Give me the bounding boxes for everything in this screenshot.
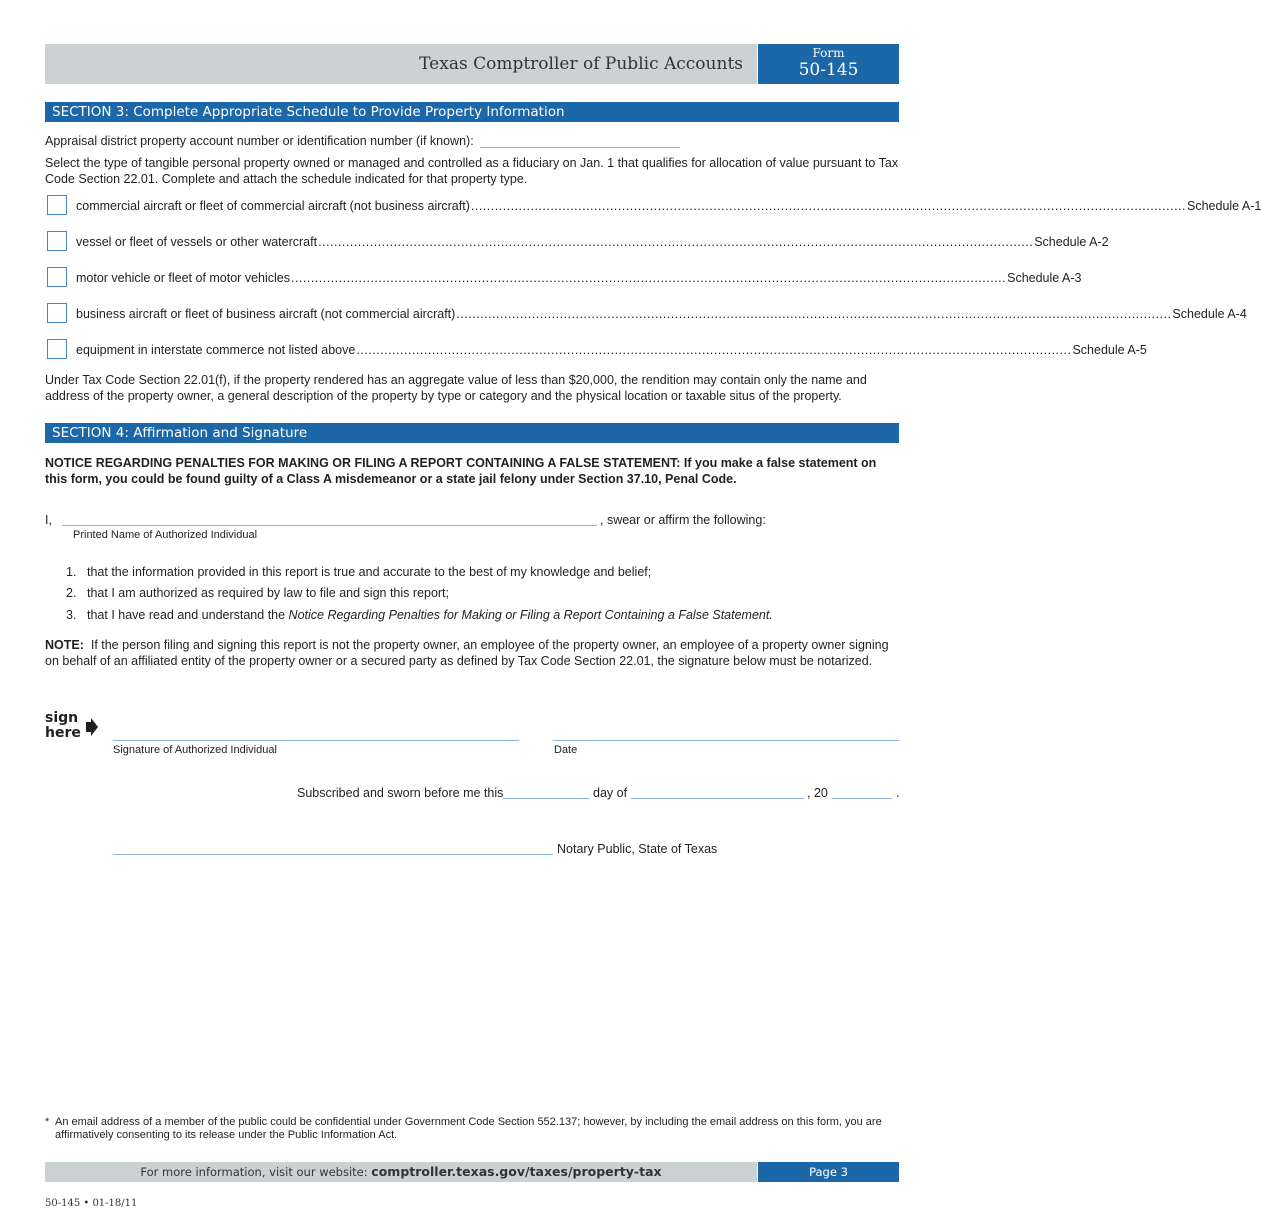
affirmation-italic-text: Notice Regarding Penalties for Making or Filing a Report Containing a False Statement. xyxy=(288,608,773,622)
footnote-text: An email address of a member of the public could be confidential under Government Code Section 552.137; however, by including the email address on this form, you are affirmatively consenting to its release under the Public Information Act. xyxy=(55,1116,882,1141)
property-type-instruction: Select the type of tangible personal property owned or managed and controlled as a fiduciary on Jan. 1 that qualifies for allocation of value pursuant to Tax Code Section 22.01. Complete and attach the schedule indicated for that property type. xyxy=(45,156,899,186)
year-field[interactable] xyxy=(832,798,892,799)
form-code: 50-145 • 01-18/11 xyxy=(45,1198,138,1209)
signature-field[interactable] xyxy=(113,740,519,741)
option-label: motor vehicle or fleet of motor vehicles xyxy=(76,271,290,285)
option-label: commercial aircraft or fleet of commercial aircraft (not business aircraft) xyxy=(76,199,470,213)
signature-caption: Signature of Authorized Individual xyxy=(113,744,277,756)
option-schedule-a1 xyxy=(76,199,1261,213)
footnote-mark: * xyxy=(45,1116,50,1128)
checkbox-schedule-a3[interactable] xyxy=(47,267,67,287)
i-label: I, xyxy=(45,513,52,527)
day-field[interactable] xyxy=(503,798,589,799)
day-of-label: day of xyxy=(593,786,628,800)
sign-text: sign xyxy=(45,710,79,726)
arrow-right-icon xyxy=(85,718,99,736)
schedule-label: Schedule A-4 xyxy=(1172,307,1247,321)
checkbox-schedule-a1[interactable] xyxy=(47,195,67,215)
note-text: If the person filing and signing this report is not the property owner, an employee of the property owner, an employee of a property owner signing on behalf of an affiliated entity of the property owner or a secured party as defined by Tax Code Section 22.01, the signature below must be notarized. xyxy=(45,638,889,668)
subscribed-label: Subscribed and sworn before me this xyxy=(297,786,504,800)
more-info-text: For more information, visit our website: xyxy=(140,1165,368,1179)
affirmation-item xyxy=(87,608,773,622)
option-schedule-a2 xyxy=(76,235,1109,249)
checkbox-schedule-a4[interactable] xyxy=(47,303,67,323)
sign-here-marker xyxy=(45,711,81,741)
website-link[interactable]: comptroller.texas.gov/taxes/property-tax xyxy=(371,1164,662,1179)
form-number-box xyxy=(758,44,899,84)
printed-name-caption: Printed Name of Authorized Individual xyxy=(73,529,258,541)
form-label: Form xyxy=(812,46,845,60)
schedule-label: Schedule A-5 xyxy=(1072,343,1147,357)
notary-signature-field[interactable] xyxy=(113,854,553,855)
printed-name-field[interactable] xyxy=(62,525,597,526)
date-field[interactable] xyxy=(553,740,899,741)
option-schedule-a3 xyxy=(76,271,1082,285)
checkbox-schedule-a5[interactable] xyxy=(47,339,67,359)
year-prefix: , 20 xyxy=(807,786,828,800)
notary-label: Notary Public, State of Texas xyxy=(557,842,718,856)
affirmation-number: 2. xyxy=(66,586,77,600)
here-text: here xyxy=(45,725,81,741)
schedule-label: Schedule A-2 xyxy=(1034,235,1109,249)
affirmation-item: that the information provided in this report is true and accurate to the best of my knowledge and belief; xyxy=(87,565,652,579)
account-label: Appraisal district property account number or identification number (if known): xyxy=(45,134,474,148)
dot-leader: .................................................................................................................................................................................... xyxy=(290,271,1007,285)
option-label: equipment in interstate commerce not listed above xyxy=(76,343,356,357)
page-number: Page 3 xyxy=(758,1162,899,1182)
section3-header: SECTION 3: Complete Appropriate Schedule to Provide Property Information xyxy=(45,102,899,122)
affirmation-number: 1. xyxy=(66,565,77,579)
footer-bar xyxy=(45,1162,757,1182)
swear-label: , swear or affirm the following: xyxy=(600,513,766,527)
agency-title: Texas Comptroller of Public Accounts xyxy=(419,54,743,74)
affirmation-number: 3. xyxy=(66,608,77,622)
affirmation-text: that I have read and understand the xyxy=(87,608,289,622)
option-schedule-a5 xyxy=(76,343,1147,357)
dot-leader: .................................................................................................................................................................................... xyxy=(356,343,1072,357)
form-number: 50-145 xyxy=(798,60,859,80)
dot-leader: .................................................................................................................................................................................... xyxy=(470,199,1186,213)
period: . xyxy=(896,786,900,800)
account-number-field[interactable] xyxy=(480,147,680,148)
option-label: vessel or fleet of vessels or other watercraft xyxy=(76,235,318,249)
schedule-label: Schedule A-1 xyxy=(1187,199,1261,213)
option-schedule-a4 xyxy=(76,307,1247,321)
dot-leader: .................................................................................................................................................................................... xyxy=(456,307,1172,321)
penalty-notice: NOTICE REGARDING PENALTIES FOR MAKING OR FILING A REPORT CONTAINING A FALSE STATEMENT: If you make a false statement on this form, you could be found guilty of a Class A misdemeanor or a state jail felony under Section 37.10, Penal Code. xyxy=(45,456,877,486)
option-label: business aircraft or fleet of business aircraft (not commercial aircraft) xyxy=(76,307,456,321)
note-label: NOTE: xyxy=(45,638,84,652)
notary-note xyxy=(45,637,901,669)
arrow-shape xyxy=(86,718,98,736)
affirmation-item: that I am authorized as required by law to file and sign this report; xyxy=(87,586,449,600)
section4-header: SECTION 4: Affirmation and Signature xyxy=(45,423,899,443)
dot-leader: .................................................................................................................................................................................... xyxy=(318,235,1034,249)
aggregate-value-note: Under Tax Code Section 22.01(f), if the property rendered has an aggregate value of less than $20,000, the rendition may contain only the name and address of the property owner, a general description of the property by type or category and the physical location or taxable situs of the property. xyxy=(45,373,867,403)
schedule-label: Schedule A-3 xyxy=(1007,271,1082,285)
month-field[interactable] xyxy=(631,798,804,799)
checkbox-schedule-a2[interactable] xyxy=(47,231,67,251)
date-caption: Date xyxy=(554,744,578,756)
